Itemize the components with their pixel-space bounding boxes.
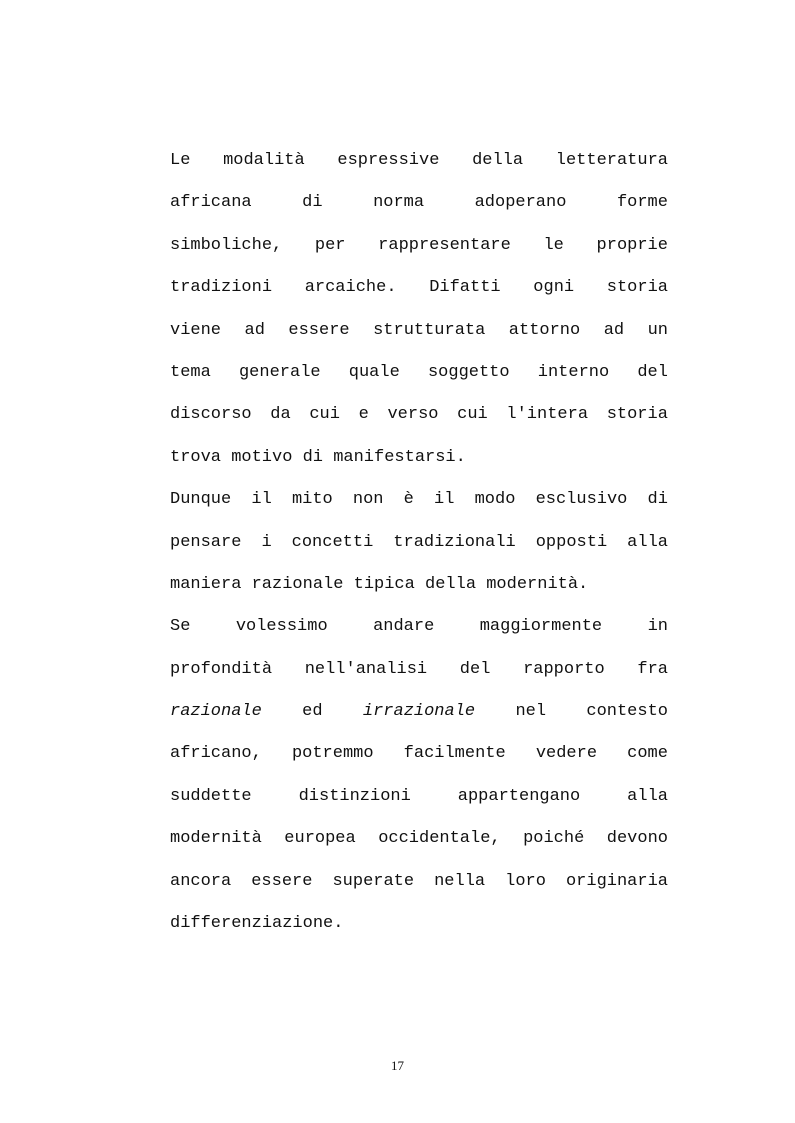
word: essere bbox=[288, 320, 350, 340]
word: tradizioni bbox=[170, 278, 273, 298]
word: loro bbox=[505, 871, 546, 891]
word: Se bbox=[170, 617, 191, 637]
word: di bbox=[647, 490, 668, 510]
word: modernità bbox=[170, 829, 262, 849]
word: profondità bbox=[170, 659, 273, 679]
word: arcaiche. bbox=[304, 278, 397, 298]
word: tipica bbox=[353, 574, 415, 594]
word: occidentale, bbox=[378, 829, 501, 849]
word: di bbox=[302, 193, 323, 213]
word: andare bbox=[373, 617, 435, 637]
word: della bbox=[425, 574, 477, 594]
word: della bbox=[472, 151, 524, 170]
word: appartengano bbox=[457, 786, 581, 806]
text-line bbox=[170, 522, 668, 564]
word: storia bbox=[606, 405, 668, 425]
text-line bbox=[170, 267, 668, 309]
word: cui bbox=[457, 405, 488, 425]
word: ad bbox=[244, 320, 265, 340]
text-line bbox=[170, 903, 668, 945]
word: devono bbox=[606, 829, 668, 849]
word: Difatti bbox=[429, 278, 501, 298]
word: Dunque bbox=[170, 490, 232, 510]
word: essere bbox=[251, 871, 313, 891]
word: tradizionali bbox=[393, 532, 516, 552]
word: trova bbox=[170, 447, 222, 467]
word: manifestarsi. bbox=[333, 447, 466, 467]
text-line bbox=[170, 140, 668, 182]
word: non bbox=[352, 490, 384, 510]
word: originaria bbox=[565, 871, 668, 891]
word: contesto bbox=[586, 702, 668, 722]
text-line bbox=[170, 606, 668, 648]
word: pensare bbox=[170, 532, 242, 552]
word: un bbox=[647, 320, 668, 340]
word: alla bbox=[627, 786, 668, 806]
word: in bbox=[647, 617, 668, 637]
word: facilmente bbox=[403, 744, 506, 764]
word: espressive bbox=[337, 151, 440, 170]
word: i bbox=[261, 532, 272, 552]
word: adoperano bbox=[474, 193, 567, 213]
word: tema bbox=[170, 362, 211, 382]
word: discorso bbox=[170, 405, 252, 425]
word: vedere bbox=[535, 744, 598, 764]
word: cui bbox=[309, 405, 340, 425]
word: generale bbox=[238, 362, 321, 382]
word: alla bbox=[627, 532, 668, 552]
word: viene bbox=[170, 320, 222, 340]
word: proprie bbox=[596, 235, 668, 255]
word: l'intera bbox=[506, 405, 589, 425]
text-line bbox=[170, 352, 668, 394]
word: nel bbox=[515, 702, 547, 722]
text-line bbox=[170, 649, 668, 691]
word: il bbox=[434, 490, 455, 510]
word: interno bbox=[537, 362, 610, 382]
word: storia bbox=[606, 278, 668, 298]
word: forme bbox=[616, 193, 668, 213]
word: distinzioni bbox=[298, 786, 411, 806]
word: nella bbox=[434, 871, 486, 891]
word: opposti bbox=[535, 532, 608, 552]
text-line bbox=[170, 564, 668, 606]
word: superate bbox=[332, 871, 415, 891]
word: potremmo bbox=[291, 744, 374, 764]
word: esclusivo bbox=[535, 490, 628, 510]
text-line bbox=[170, 437, 668, 479]
text-line bbox=[170, 479, 668, 521]
word: volessimo bbox=[235, 617, 328, 637]
word: di bbox=[302, 447, 324, 467]
word: modernità. bbox=[486, 574, 589, 594]
text-line bbox=[170, 861, 668, 903]
text-line bbox=[170, 225, 668, 267]
word: africano, bbox=[170, 744, 262, 764]
word: del bbox=[459, 659, 491, 679]
word: il bbox=[251, 490, 272, 510]
word: soggetto bbox=[427, 362, 510, 382]
italic-word: irrazionale bbox=[362, 702, 476, 722]
word: ogni bbox=[533, 278, 575, 298]
word: ad bbox=[603, 320, 625, 340]
body-text bbox=[170, 140, 668, 945]
word: del bbox=[637, 362, 668, 382]
word: rappresentare bbox=[378, 235, 511, 255]
word: modo bbox=[474, 490, 516, 510]
italic-word: razionale bbox=[170, 702, 262, 722]
word: è bbox=[403, 490, 414, 510]
word: ancora bbox=[170, 871, 232, 891]
word: maggiormente bbox=[479, 617, 603, 637]
word: concetti bbox=[291, 532, 374, 552]
word: suddette bbox=[170, 786, 252, 806]
word: modalità bbox=[223, 151, 305, 170]
word: ed bbox=[302, 702, 323, 722]
word: attorno bbox=[508, 320, 581, 340]
text-line bbox=[170, 394, 668, 436]
word: da bbox=[270, 405, 291, 425]
word: quale bbox=[348, 362, 400, 382]
word: per bbox=[314, 235, 346, 255]
word: Le bbox=[170, 151, 191, 170]
text-line bbox=[170, 182, 668, 224]
word: nell'analisi bbox=[304, 659, 428, 679]
word: fra bbox=[637, 659, 668, 679]
text-line bbox=[170, 776, 668, 818]
word: norma bbox=[373, 193, 425, 213]
word: strutturata bbox=[373, 320, 486, 340]
text-line bbox=[170, 310, 668, 352]
word: europea bbox=[284, 829, 356, 849]
word: e bbox=[358, 405, 369, 425]
word: letteratura bbox=[555, 151, 668, 170]
word: africana bbox=[170, 193, 252, 213]
word: mito bbox=[291, 490, 333, 510]
word: poiché bbox=[523, 829, 585, 849]
word: simboliche, bbox=[170, 235, 283, 255]
word: razionale bbox=[251, 574, 344, 594]
word: verso bbox=[387, 405, 439, 425]
word: come bbox=[627, 744, 668, 764]
text-line bbox=[170, 818, 668, 860]
text-line bbox=[170, 733, 668, 775]
word: motivo bbox=[231, 447, 293, 467]
word: differenziazione. bbox=[170, 914, 344, 934]
text-line bbox=[170, 691, 668, 733]
page-number: 17 bbox=[391, 1058, 404, 1073]
word: le bbox=[543, 235, 564, 255]
word: maniera bbox=[170, 574, 242, 594]
word: rapporto bbox=[523, 659, 605, 679]
